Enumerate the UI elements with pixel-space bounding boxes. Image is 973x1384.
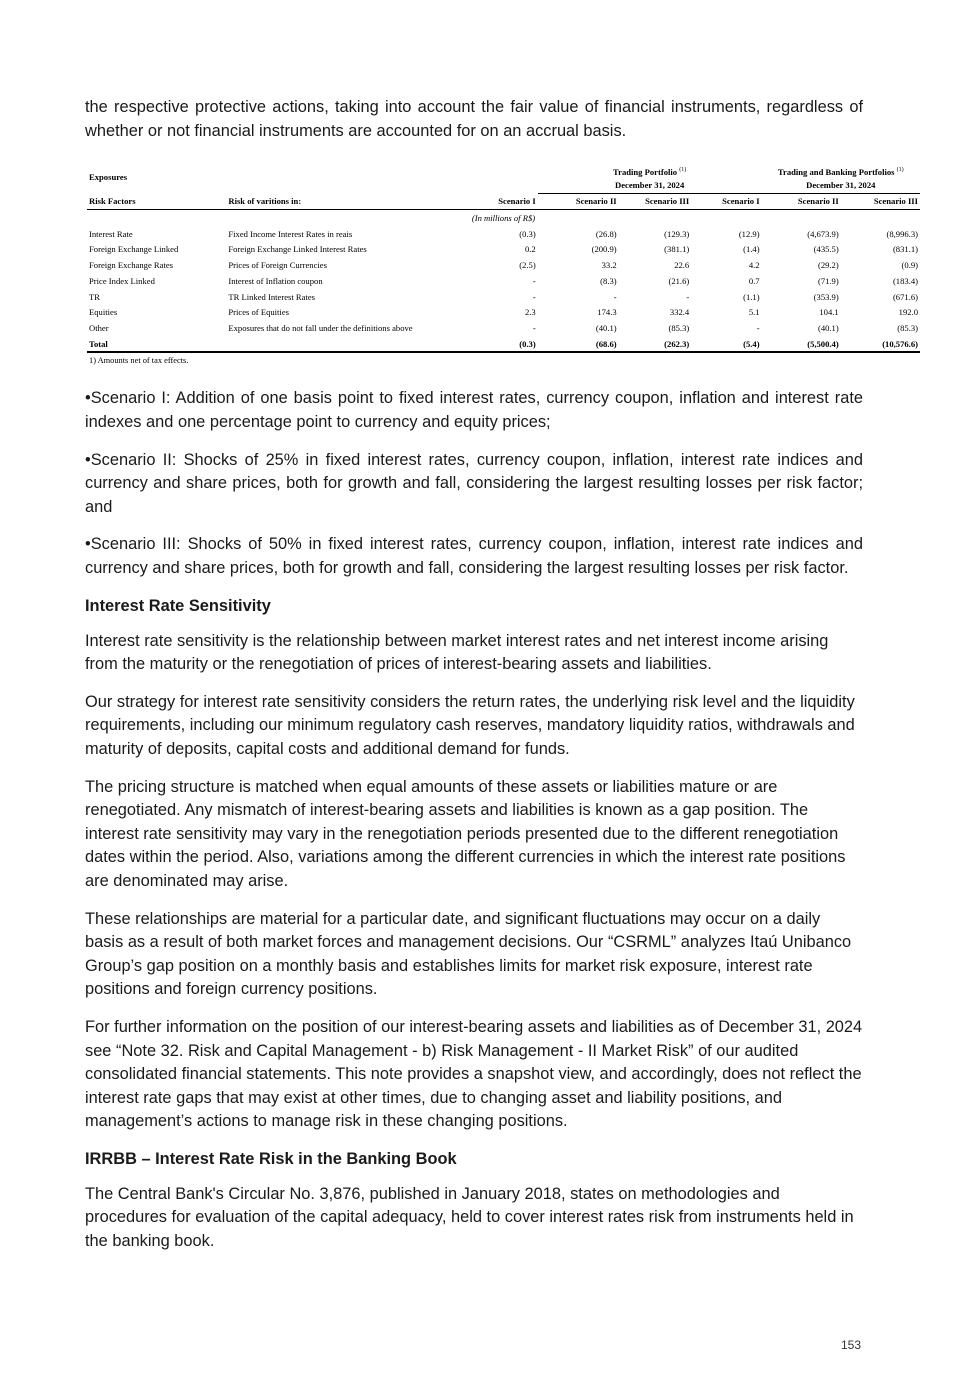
total-row [87, 336, 920, 353]
paragraph: Our strategy for interest rate sensitivity considers the return rates, the underlying risk level and the liquidity requirements, including our minimum regulatory cash reserves, mandatory liquidity ratios, withdrawals and maturity of deposits, capital costs and additional demand for funds. [85, 692, 855, 758]
value-cell: (8.3) [600, 275, 617, 286]
value-cell: (183.4) [892, 275, 918, 286]
col-scenario: Scenario II [762, 193, 841, 210]
value-cell: (129.3) [664, 228, 690, 239]
risk-of-cell: Foreign Exchange Linked Interest Rates [228, 244, 367, 255]
value-cell: 0.2 [524, 244, 536, 255]
table-row [87, 226, 920, 242]
scenario-item: •Scenario I: Addition of one basis point to fixed interest rates, currency coupon, inflation and interest rate indexes and one percentage point to currency and equity prices; [85, 389, 863, 432]
table-body [87, 226, 920, 336]
table-row [87, 320, 920, 336]
value-cell: (831.1) [892, 244, 918, 255]
total-cell: (262.3) [619, 336, 692, 353]
units-note: (In millions of R$) [471, 213, 536, 224]
value-cell: 5.1 [748, 307, 760, 318]
col-risk-factors: Risk Factors [87, 193, 226, 210]
value-cell: (353.9) [813, 291, 839, 302]
col-scenario: Scenario I [691, 193, 761, 210]
page-number: 153 [840, 1338, 861, 1352]
col-scenario: Scenario II [538, 193, 619, 210]
risk-factor-cell: Interest Rate [89, 228, 133, 239]
group2-title: Trading and Banking Portfolios $^{(1)}$ [777, 166, 904, 177]
value-cell: 174.3 [597, 307, 617, 318]
risk-of-cell: Prices of Equities [228, 307, 289, 318]
paragraph: For further information on the position of our interest-bearing assets and liabilities as of December 31, 2024 see “Note 32. Risk and Capital Management - b) Risk Management - II Market Risk” of our audited consolidated financial statements. This note provides a snapshot view, and accordingly, does not reflect the interest rate gaps that may exist at other times, due to changing asset and liability positions, and management’s actions to manage risk in these changing positions. [85, 1017, 863, 1131]
risk-factor-cell: Price Index Linked [89, 275, 155, 286]
risk-of-cell: Exposures that do not fall under the definitions above [228, 322, 413, 333]
value-cell: (40.1) [817, 322, 839, 333]
paragraph: The pricing structure is matched when equal amounts of these assets or liabilities mature or are renegotiated. Any mismatch of interest-bearing assets and liabilities is known as a gap position. The interest rate sensitivity may vary in the renegotiation periods presented due to the different renegotiation dates within the period. Also, variations among the different currencies in which the interest rate positions are denominated may arise. [85, 777, 846, 890]
exposures-label: Exposures [89, 172, 128, 183]
paragraph: Interest rate sensitivity is the relationship between market interest rates and net interest income arising from the maturity or the renegotiation of prices of interest-bearing assets and liabilities. [85, 631, 829, 674]
value-cell: 104.1 [819, 307, 839, 318]
table-row [87, 242, 920, 258]
value-cell: - [686, 291, 690, 302]
value-cell: (26.8) [595, 228, 617, 239]
value-cell: (21.6) [668, 275, 690, 286]
table-row [87, 304, 920, 320]
value-cell: - [532, 275, 536, 286]
value-cell: 192.0 [898, 307, 918, 318]
table-row [87, 289, 920, 305]
col-risk-of: Risk of varitions in: [226, 193, 459, 210]
risk-of-cell: Prices of Foreign Currencies [228, 260, 327, 271]
total-cell: (68.6) [538, 336, 619, 353]
group1-title: Trading Portfolio $^{(1)}$ [613, 166, 687, 177]
document-page [85, 96, 918, 1268]
col-scenario: Scenario III [841, 193, 920, 210]
value-cell: (381.1) [664, 244, 690, 255]
sensitivity-table-container [85, 161, 918, 366]
value-cell: (2.5) [519, 260, 536, 271]
sensitivity-table [87, 161, 920, 353]
value-cell: - [613, 291, 617, 302]
value-cell: (8,996.3) [886, 228, 918, 239]
value-cell: (4,673.9) [807, 228, 839, 239]
scenario-item: •Scenario II: Shocks of 25% in fixed interest rates, currency coupon, inflation, interest rate indices and currency and share prices, both for growth and fall, considering the largest resulting losses per risk factor; and [85, 450, 863, 516]
value-cell: (12.9) [738, 228, 760, 239]
value-cell: (85.3) [897, 322, 918, 333]
col-scenario: Scenario I [460, 193, 538, 210]
value-cell: - [756, 322, 760, 333]
value-cell: 4.2 [748, 260, 760, 271]
risk-factor-cell: Foreign Exchange Rates [89, 260, 174, 271]
value-cell: (0.9) [901, 260, 918, 271]
scenario-item: •Scenario III: Shocks of 50% in fixed interest rates, currency coupon, inflation, interest rate indices and currency and share prices, both for growth and fall, considering the largest resulting losses per risk factor. [85, 535, 863, 577]
value-cell: (671.6) [892, 291, 918, 302]
risk-of-cell: Fixed Income Interest Rates in reais [228, 228, 353, 239]
total-cell: (5,500.4) [762, 336, 841, 353]
group1-date: December 31, 2024 [538, 177, 762, 193]
value-cell: (1.4) [743, 244, 760, 255]
col-scenario: Scenario III [619, 193, 692, 210]
table-row [87, 257, 920, 273]
value-cell: (0.3) [519, 228, 536, 239]
value-cell: - [532, 291, 536, 302]
table-footnote: 1) Amounts net of tax effects. [89, 356, 189, 366]
total-cell: (10,576.6) [841, 336, 920, 353]
value-cell: (71.9) [817, 275, 839, 286]
value-cell: (29.2) [817, 260, 839, 271]
total-cell: (5.4) [691, 336, 761, 353]
value-cell: 0.7 [748, 275, 760, 286]
value-cell: 22.6 [674, 260, 690, 271]
paragraph: These relationships are material for a particular date, and significant fluctuations may occur on a daily basis as a result of both market forces and management decisions. Our “CSRML” analyzes Itaú Unibanco Group’s gap position on a monthly basis and establishes limits for market risk exposure, interest rate positions and foreign currency positions. [85, 909, 852, 999]
value-cell: (435.5) [813, 244, 839, 255]
value-cell: (40.1) [595, 322, 617, 333]
group2-date: December 31, 2024 [762, 177, 920, 193]
total-label: Total [87, 336, 226, 353]
risk-factor-cell: Foreign Exchange Linked [89, 244, 179, 255]
table-row [87, 273, 920, 289]
value-cell: (1.1) [743, 291, 760, 302]
value-cell: (85.3) [668, 322, 690, 333]
section-heading: Interest Rate Sensitivity [85, 596, 271, 615]
value-cell: - [532, 322, 536, 333]
risk-factor-cell: TR [89, 291, 100, 302]
risk-factor-cell: Other [89, 322, 109, 333]
value-cell: 33.2 [601, 260, 617, 271]
risk-factor-cell: Equities [89, 307, 118, 318]
value-cell: 332.4 [669, 307, 690, 318]
total-cell: (0.3) [460, 336, 538, 353]
risk-of-cell: TR Linked Interest Rates [228, 291, 315, 302]
risk-of-cell: Interest of Inflation coupon [228, 275, 323, 286]
value-cell: 2.3 [524, 307, 536, 318]
paragraph: The Central Bank's Circular No. 3,876, published in January 2018, states on methodologies and procedures for evaluation of the capital adequacy, held to cover interest rates risk from instruments held in the banking book. [85, 1184, 854, 1251]
value-cell: (200.9) [591, 244, 617, 255]
intro-paragraph: the respective protective actions, taking into account the fair value of financial instruments, regardless of whether or not financial instruments are accounted for on an accrual basis. [85, 98, 863, 140]
section-heading: IRRBB – Interest Rate Risk in the Banking Book [85, 1149, 457, 1168]
